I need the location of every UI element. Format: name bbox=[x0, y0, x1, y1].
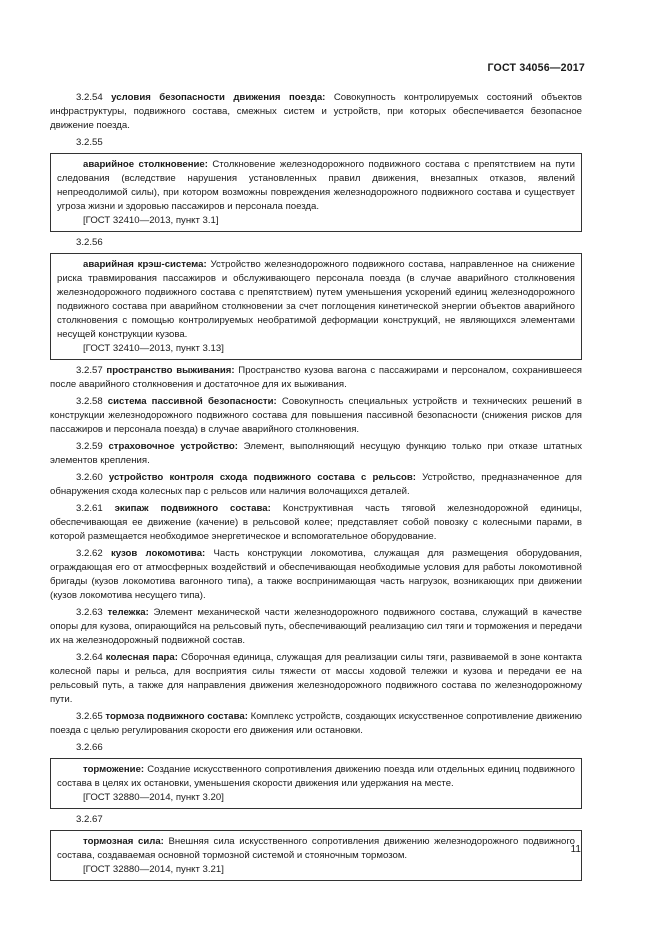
definition-text: Создание искусственного сопротивления движению поезда или отдельных единиц подвижного состава в целях их остановки, уменьшения скорости движения или удержания на месте. bbox=[57, 764, 575, 789]
source-reference: [ГОСТ 32410—2013, пункт 3.13] bbox=[83, 343, 224, 354]
definition-box-3-2-56 bbox=[50, 253, 582, 360]
definition-text: Совокупность специальных устройств и технических решений в конструкции железнодорожного подвижного состава для повышения пассивной безопасности (снижения рисков для пассажиров и персонала поезда) в случае аварийного столкновения. bbox=[50, 396, 582, 435]
clause-number: 3.2.56 bbox=[76, 237, 103, 248]
term: экипаж подвижного состава: bbox=[114, 503, 271, 514]
clause-number: 3.2.65 bbox=[76, 711, 103, 722]
term: страховочное устройство: bbox=[108, 441, 238, 452]
page-number: 11 bbox=[570, 844, 581, 855]
definition-3-2-64 bbox=[50, 651, 582, 707]
term: система пассивной безопасности: bbox=[107, 396, 277, 407]
definition-3-2-65 bbox=[50, 710, 582, 738]
term: колесная пара: bbox=[105, 652, 178, 663]
term: тележка: bbox=[107, 607, 149, 618]
definition-text: Комплекс устройств, создающих искусственное сопротивление движению поезда с целью регулирования скорости его движения или остановки. bbox=[50, 711, 582, 736]
definition-3-2-57 bbox=[50, 364, 582, 392]
definition-text: Конструктивная часть тяговой железнодорожной единицы, обеспечивающая ее движение (качение) в рельсовой колее; представляет собой повозку с колесными парами, в которой размещается необходимое энергетическое и вспомогательное оборудование. bbox=[50, 503, 582, 542]
definition-text: Устройство железнодорожного подвижного состава, направленное на снижение риска травмирования пассажиров и обслуживающего персонала поезда (в случае аварийного столкновения железнодорожного подвижного состава с препятствием) путем уменьшения ускорений единиц железнодорожного подвижного состава при аварийном столкновении за счет поглощения кинетической энергии объектов аварийного столкновения с помощью контролируемых необратимой деформации конструкций, не являющихся элементами несущей конструкции кузова. bbox=[57, 259, 575, 340]
definition-text: Элемент, выполняющий несущую функцию только при отказе штатных элементов крепления. bbox=[50, 441, 582, 466]
definition-text: Пространство кузова вагона с пассажирами и персоналом, сохранившееся после аварийного столкновения и достаточное для их выживания. bbox=[50, 365, 582, 390]
definition-text: Элемент механической части железнодорожного подвижного состава, служащий в качестве опоры для кузова, опирающийся на рельсовый путь, обеспечивающий реализацию сил тяги и торможения и передачи их на железнодорожный подвижной состав. bbox=[50, 607, 583, 646]
clause-number: 3.2.59 bbox=[76, 441, 103, 452]
definition-text: Сборочная единица, служащая для реализации силы тяги, развиваемой в зоне контакта колесной пары и рельса, для восприятия силы тяжести от массы ходовой тележки и кузова и передачи ее на рельсовый путь, а также для направления движения железнодорожного подвижного состава по железнодорожному пути. bbox=[50, 652, 582, 705]
clause-number: 3.2.66 bbox=[76, 742, 103, 753]
source-reference: [ГОСТ 32410—2013, пункт 3.1] bbox=[83, 215, 219, 226]
definition-3-2-54 bbox=[50, 91, 582, 133]
definition-text: Внешняя сила искусственного сопротивления движению железнодорожного подвижного состава, создаваемая основной тормозной системой и стояночным тормозом. bbox=[57, 836, 575, 861]
term: тормоза подвижного состава: bbox=[105, 711, 248, 722]
clause-number: 3.2.58 bbox=[76, 396, 103, 407]
definition-text: Совокупность контролируемых состояний объектов инфраструктуры, подвижного состава, смежных систем и устройств, при которых обеспечивается безопасное движение поезда. bbox=[50, 92, 583, 131]
source-reference: [ГОСТ 32880—2014, пункт 3.21] bbox=[83, 864, 224, 875]
term: аварийное столкновение: bbox=[83, 159, 208, 170]
clause-number: 3.2.55 bbox=[76, 137, 103, 148]
clause-number: 3.2.60 bbox=[76, 472, 103, 483]
clause-number: 3.2.57 bbox=[76, 365, 103, 376]
definition-box-3-2-67 bbox=[50, 830, 582, 881]
definition-3-2-60 bbox=[50, 471, 582, 499]
definition-text: Часть конструкции локомотива, служащая для размещения оборудования, ограждающая его от атмосферных воздействий и обеспечивающая необходимые условия для работы локомотивной бригады (кузов локомотива вагонного типа), а также воспринимающая часть нагрузок, возникающих при движении (кузов локомотива несущего типа). bbox=[50, 548, 582, 601]
clause-number: 3.2.61 bbox=[76, 503, 103, 514]
source-reference: [ГОСТ 32880—2014, пункт 3.20] bbox=[83, 792, 224, 803]
clause-number: 3.2.63 bbox=[76, 607, 103, 618]
definition-3-2-63 bbox=[50, 606, 582, 648]
definition-3-2-59 bbox=[50, 440, 582, 468]
term: аварийная крэш-система: bbox=[83, 259, 207, 270]
term: пространство выживания: bbox=[106, 365, 235, 376]
definition-3-2-62 bbox=[50, 547, 582, 603]
definition-text: Устройство, предназначенное для обнаружения схода колесных пар с рельсов или наличия волочащихся деталей. bbox=[50, 472, 582, 497]
term: устройство контроля схода подвижного состава с рельсов: bbox=[108, 472, 416, 483]
clause-number: 3.2.67 bbox=[76, 814, 103, 825]
term: тормозная сила: bbox=[83, 836, 164, 847]
term: условия безопасности движения поезда: bbox=[111, 92, 326, 103]
document-header: ГОСТ 34056—2017 bbox=[487, 62, 585, 74]
document-body bbox=[50, 91, 582, 885]
term: торможение: bbox=[83, 764, 145, 775]
definition-3-2-58 bbox=[50, 395, 582, 437]
term: кузов локомотива: bbox=[110, 548, 206, 559]
clause-number: 3.2.54 bbox=[76, 92, 103, 103]
clause-number: 3.2.64 bbox=[76, 652, 103, 663]
definition-box-3-2-55 bbox=[50, 153, 582, 232]
definition-3-2-61 bbox=[50, 502, 582, 544]
definition-box-3-2-66 bbox=[50, 758, 582, 809]
clause-number: 3.2.62 bbox=[76, 548, 103, 559]
definition-text: Столкновение железнодорожного подвижного состава с препятствием на пути следования (вследствие нарушения установленных правил движения, внезапных отказов, явлений непреодолимой силы), при котором возможны повреждения железнодорожного подвижного состава и существует угроза жизни и здоровью пассажиров и персонала поезда. bbox=[57, 159, 575, 212]
